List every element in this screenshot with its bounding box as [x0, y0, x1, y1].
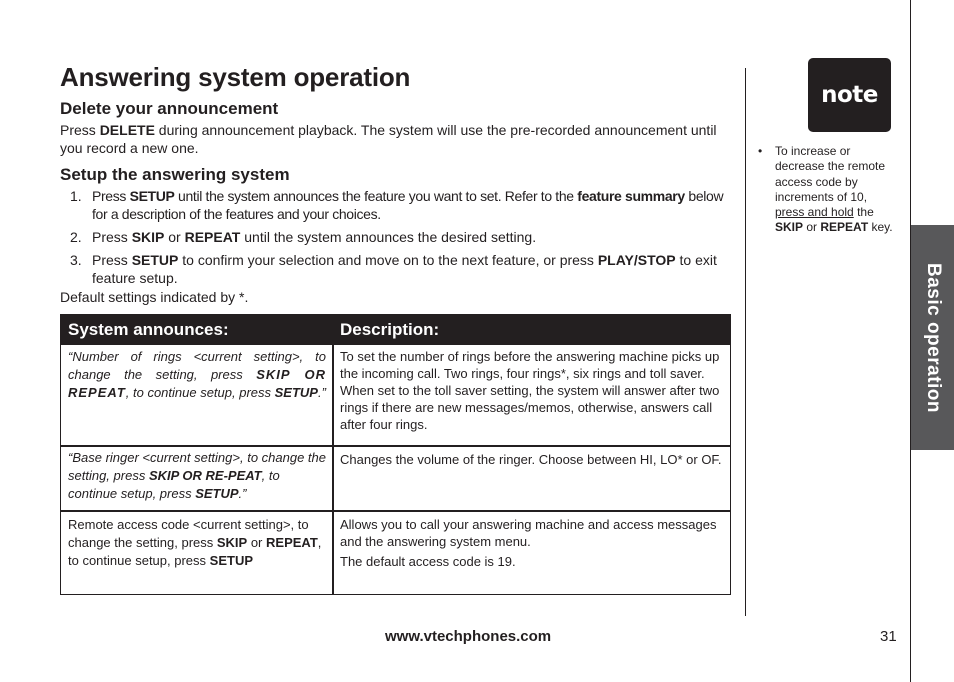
- table-cell-announcement: “Base ringer <current setting>, to change the setting, press SKIP OR RE-PEAT, to continue setup, press SETUP.”: [68, 450, 326, 501]
- table-cell-announcement: Remote access code <current setting>, to change the setting, press SKIP or REPEAT, to continue setup, press SETUP: [68, 517, 322, 568]
- footer-url: www.vtechphones.com: [385, 628, 552, 645]
- note-text: To increase or decrease the remote access code by increments of 10, press and hold the SKIP or REPEAT key.: [775, 144, 893, 235]
- column-header-system-announces: System announces:: [68, 320, 229, 339]
- feature-summary-table: [60, 314, 731, 595]
- page-title: Answering system operation: [60, 62, 411, 92]
- key-name: DELETE: [99, 122, 155, 138]
- row-divider: [61, 510, 730, 512]
- column-divider-line: [745, 68, 746, 616]
- table-cell-description: To set the number of rings before the answering machine picks up the incoming call. Two rings, four rings*, six rings and toll saver. When set to the toll saver setting, the system will answer after two rings if there are new messages/memos, otherwise, answers call after four rings.: [340, 349, 720, 432]
- table-cell-description-extra: The default access code is 19.: [340, 554, 516, 569]
- bullet-icon: •: [758, 144, 763, 158]
- note-badge: note: [808, 58, 891, 132]
- table-cell-description: Changes the volume of the ringer. Choose between HI, LO* or OF.: [340, 452, 722, 467]
- page-number: 31: [880, 628, 897, 645]
- side-tab-label: Basic operation: [922, 262, 944, 413]
- section-paragraph-delete-announcement: Press DELETE during announcement playback. The system will use the pre-recorded announcement until you record a new one.: [60, 122, 717, 156]
- section-heading-delete-announcement: Delete your announcement: [60, 99, 279, 118]
- default-settings-note: Default settings indicated by *.: [60, 289, 249, 305]
- table-cell-description: Allows you to call your answering machine and access messages and the answering system menu.: [340, 517, 717, 549]
- table-header: [61, 315, 730, 345]
- section-side-tab: [911, 225, 954, 450]
- section-heading-setup-answering: Setup the answering system: [60, 165, 290, 184]
- table-cell-announcement: “Number of rings <current setting>, to change the setting, press SKIP OR REPEAT, to continue setup, press SETUP.”: [68, 349, 326, 400]
- row-divider: [61, 445, 730, 447]
- column-divider: [332, 345, 334, 595]
- column-header-description: Description:: [340, 320, 440, 339]
